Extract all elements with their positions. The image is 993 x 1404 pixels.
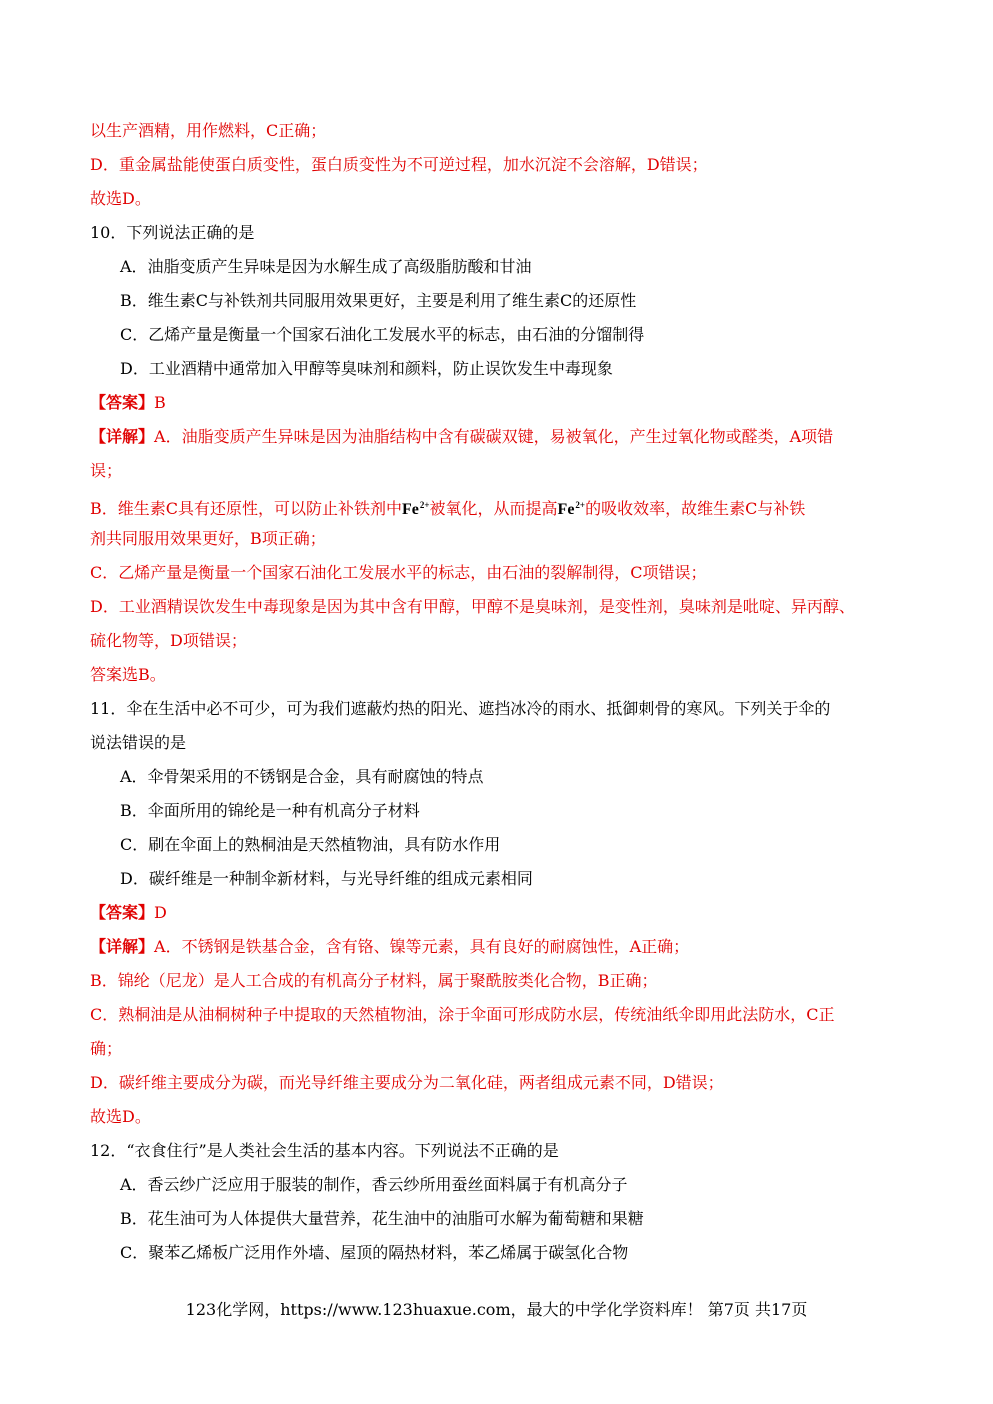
detail-10-b-cont: 剂共同服用效果更好，B项正确； bbox=[90, 529, 326, 548]
question-11-option-a: A．伞骨架采用的不锈钢是合金，具有耐腐蚀的特点 bbox=[120, 767, 484, 786]
fe-charge: 2+ bbox=[419, 500, 430, 510]
answer-tag: 【答案】 bbox=[90, 903, 155, 922]
detail-10-b bbox=[90, 488, 923, 522]
fe-ion-formula bbox=[402, 501, 430, 518]
detail-10-c: C．乙烯产量是衡量一个国家石油化工发展水平的标志，由石油的裂解制得，C项错误； bbox=[90, 563, 707, 582]
question-11-stem-cont: 说法错误的是 bbox=[90, 733, 187, 752]
detail-11-d: D．碳纤维主要成分为碳，而光导纤维主要成分为二氧化硅，两者组成元素不同，D错误； bbox=[90, 1073, 724, 1092]
question-12-option-c: C．聚苯乙烯板广泛用作外墙、屋顶的隔热材料，苯乙烯属于碳氢化合物 bbox=[120, 1243, 629, 1262]
detail-text: 被氧化，从而提高 bbox=[429, 499, 558, 518]
explanation-line: 以生产酒精，用作燃料，C正确； bbox=[90, 121, 327, 140]
answer-11 bbox=[90, 896, 923, 930]
detail-text: 的吸收效率，故维生素C与补铁 bbox=[585, 499, 806, 518]
conclusion-line: 故选D。 bbox=[90, 189, 151, 208]
detail-11-c-cont: 确； bbox=[90, 1039, 123, 1058]
conclusion-11: 故选D。 bbox=[90, 1107, 151, 1126]
answer-10 bbox=[90, 386, 923, 420]
detail-text: A．油脂变质产生异味是因为油脂结构中含有碳碳双键，易被氧化，产生过氧化物或醛类，A项错 bbox=[154, 427, 834, 446]
question-10-option-b: B．维生素C与补铁剂共同服用效果更好，主要是利用了维生素C的还原性 bbox=[120, 291, 637, 310]
question-11-option-b: B．伞面所用的锦纶是一种有机高分子材料 bbox=[120, 801, 420, 820]
question-12-option-b: B．花生油可为人体提供大量营养，花生油中的油脂可水解为葡萄糖和果糖 bbox=[120, 1209, 644, 1228]
detail-tag: 【详解】 bbox=[90, 937, 155, 956]
fe-charge: 2+ bbox=[575, 500, 586, 510]
question-11-stem: 11．伞在生活中必不可少，可为我们遮蔽灼热的阳光、遮挡冰冷的雨水、抵御刺骨的寒风。下列关于伞的 bbox=[90, 699, 831, 718]
detail-10-a bbox=[90, 420, 923, 454]
question-11-option-d: D．碳纤维是一种制伞新材料，与光导纤维的组成元素相同 bbox=[120, 869, 533, 888]
answer-value: B bbox=[154, 393, 166, 412]
question-12-option-a: A．香云纱广泛应用于服装的制作，香云纱所用蚕丝面料属于有机高分子 bbox=[120, 1175, 628, 1194]
question-10-stem: 10．下列说法正确的是 bbox=[90, 223, 255, 242]
detail-11-a bbox=[90, 930, 923, 964]
answer-tag: 【答案】 bbox=[90, 393, 155, 412]
question-10-option-c: C．乙烯产量是衡量一个国家石油化工发展水平的标志，由石油的分馏制得 bbox=[120, 325, 645, 344]
detail-tag: 【详解】 bbox=[90, 427, 155, 446]
question-10-option-a: A．油脂变质产生异味是因为水解生成了高级脂肪酸和甘油 bbox=[120, 257, 532, 276]
question-12-stem: 12．“衣食住行”是人类社会生活的基本内容。下列说法不正确的是 bbox=[90, 1141, 559, 1160]
question-10-option-d: D．工业酒精中通常加入甲醇等臭味剂和颜料，防止误饮发生中毒现象 bbox=[120, 359, 613, 378]
detail-10-d: D．工业酒精误饮发生中毒现象是因为其中含有甲醇，甲醇不是臭味剂，是变性剂，臭味剂是吡啶、异丙醇、 bbox=[90, 597, 855, 616]
page-footer: 123化学网，https://www.123huaxue.com，最大的中学化学资料库！ 第7页 共17页 bbox=[185, 1300, 808, 1319]
fe-symbol: Fe bbox=[557, 501, 575, 518]
answer-value: D bbox=[154, 903, 167, 922]
detail-10-d-cont: 硫化物等，D项错误； bbox=[90, 631, 247, 650]
explanation-line: D．重金属盐能使蛋白质变性，蛋白质变性为不可逆过程，加水沉淀不会溶解，D错误； bbox=[90, 155, 708, 174]
fe-ion-formula bbox=[558, 501, 586, 518]
detail-text: B．维生素C具有还原性，可以防止补铁剂中 bbox=[90, 499, 403, 518]
detail-11-b: B．锦纶（尼龙）是人工合成的有机高分子材料，属于聚酰胺类化合物，B正确； bbox=[90, 971, 658, 990]
detail-text: A．不锈钢是铁基合金，含有铬、镍等元素，具有良好的耐腐蚀性，A正确； bbox=[154, 937, 690, 956]
conclusion-10: 答案选B。 bbox=[90, 665, 166, 684]
fe-symbol: Fe bbox=[402, 501, 419, 518]
detail-11-c: C．熟桐油是从油桐树种子中提取的天然植物油，涂于伞面可形成防水层，传统油纸伞即用此法防水，C正 bbox=[90, 1005, 835, 1024]
question-11-option-c: C．刷在伞面上的熟桐油是天然植物油，具有防水作用 bbox=[120, 835, 501, 854]
detail-10-a-cont: 误； bbox=[90, 461, 123, 480]
